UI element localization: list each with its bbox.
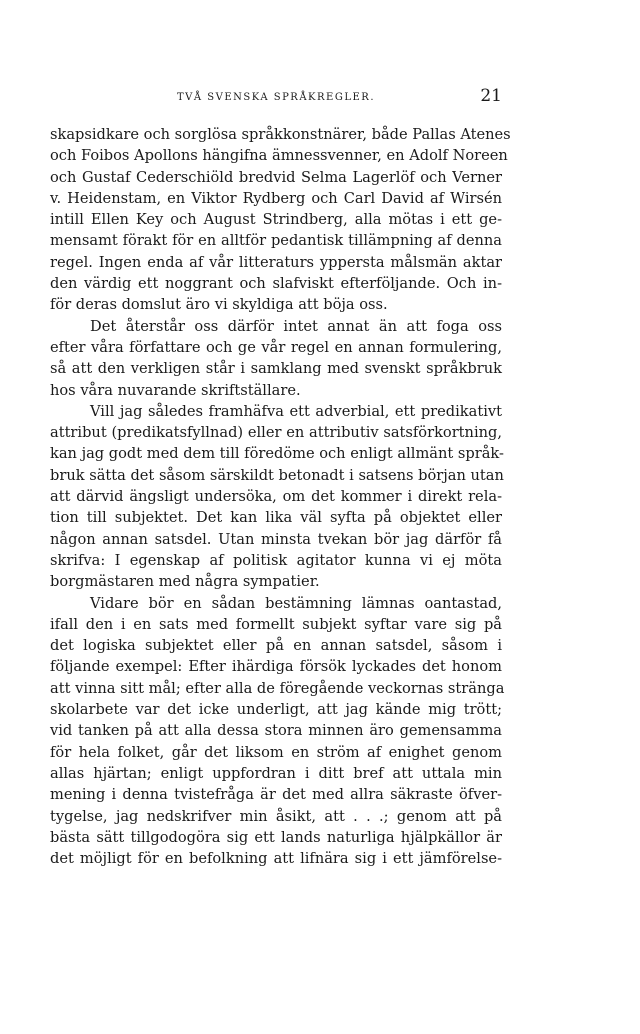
text-line: skrifva: I egenskap af politisk agitator kunna vi ej möta <box>50 551 502 569</box>
text-line: v. Heidenstam, en Viktor Rydberg och Carl David af Wirsén <box>50 189 502 207</box>
text-line: det möjligt för en befolkning att lifnära sig i ett jämförelse- <box>50 850 502 868</box>
text-line: den värdig ett noggrant och slafviskt efterföljande. Och in- <box>50 275 502 293</box>
text-line: Vill jag således framhäfva ett adverbial, ett predikativt <box>90 402 502 420</box>
text-line: allas hjärtan; enligt uppfordran i ditt bref att uttala min <box>50 764 502 782</box>
text-line: attribut (predikatsfyllnad) eller en attributiv satsförkortning, <box>50 424 502 442</box>
page-number: 21 <box>480 86 502 106</box>
text-line: mensamt förakt för en alltför pedantisk tillämpning af denna <box>50 232 502 250</box>
text-line: hos våra nuvarande skriftställare. <box>50 381 301 399</box>
text-line: tygelse, jag nedskrifver min åsikt, att . . .; genom att på <box>50 807 502 825</box>
text-line: så att den verkligen står i samklang med svenskt språkbruk <box>50 360 502 378</box>
text-line: för deras domslut äro vi skyldiga att böja oss. <box>50 296 388 314</box>
paragraph <box>50 593 505 870</box>
text-line: Det återstår oss därför intet annat än att foga oss <box>90 317 502 335</box>
book-page <box>50 86 511 869</box>
text-line: följande exempel: Efter ihärdiga försök lyckades det honom <box>50 658 502 676</box>
text-line: skolarbete var det icke underligt, att jag kände mig trött; <box>50 701 502 719</box>
text-line: vid tanken på att alla dessa stora minnen äro gemensamma <box>50 722 502 740</box>
text-line: och Gustaf Cederschiöld bredvid Selma Lagerlöf och Verner <box>50 168 502 186</box>
body-text <box>50 124 511 869</box>
running-title: TVÅ SVENSKA SPRÅKREGLER. <box>177 92 375 103</box>
text-line: intill Ellen Key och August Strindberg, alla mötas i ett ge- <box>50 211 502 229</box>
text-line: bästa sätt tillgodogöra sig ett lands naturliga hjälpkällor är <box>50 828 502 846</box>
paragraph <box>50 124 511 316</box>
text-line: för hela folket, går det liksom en ström af enighet genom <box>50 743 502 761</box>
text-line: någon annan satsdel. Utan minsta tvekan bör jag därför få <box>50 530 502 548</box>
text-line: efter våra författare och ge vår regel en annan formulering, <box>50 338 502 356</box>
text-line: kan jag godt med dem till föredöme och enligt allmänt språk- <box>50 445 504 463</box>
text-line: ifall den i en sats med formellt subjekt syftar vare sig på <box>50 615 502 633</box>
text-line: tion till subjektet. Det kan lika väl syfta på objektet eller <box>50 509 502 527</box>
text-line: Vidare bör en sådan bestämning lämnas oantastad, <box>90 594 502 612</box>
text-line: skapsidkare och sorglösa språkkonstnärer, både Pallas Atenes <box>50 126 511 143</box>
paragraph <box>50 401 502 593</box>
text-line: och Foibos Apollons hängifna ämnessvenner, en Adolf Noreen <box>50 147 508 165</box>
paragraph <box>50 316 502 401</box>
text-line: regel. Ingen enda af vår litteraturs yppersta målsmän aktar <box>50 253 502 271</box>
page-header <box>50 86 502 110</box>
text-line: mening i denna tvistefråga är det med allra säkraste öfver- <box>50 786 502 804</box>
text-line: borgmästaren med några sympatier. <box>50 573 320 591</box>
text-line: bruk sätta det såsom särskildt betonadt i satsens början utan <box>50 466 504 484</box>
text-line: att därvid ängsligt undersöka, om det kommer i direkt rela- <box>50 488 502 506</box>
text-line: att vinna sitt mål; efter alla de föregående veckornas stränga <box>50 679 505 697</box>
text-line: det logiska subjektet eller på en annan satsdel, såsom i <box>50 637 502 655</box>
